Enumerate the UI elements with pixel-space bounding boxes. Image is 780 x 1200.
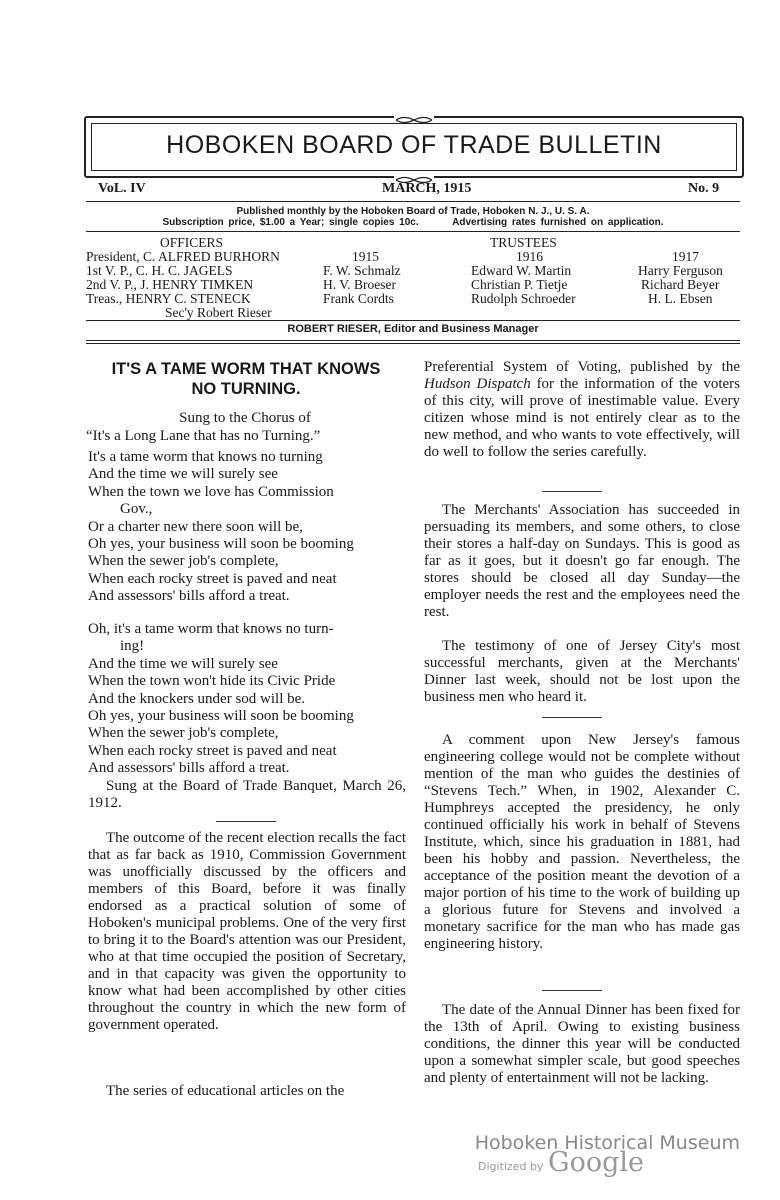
testimony-paragraph: The testimony of one of Jersey City's most successful merchants, given at the Merchants' Dinner last week, should not be lost upon the business men who heard it. bbox=[424, 638, 740, 705]
trustee-name: Rudolph Schroeder bbox=[471, 291, 576, 306]
series-paragraph: The series of educational articles on the bbox=[106, 1083, 345, 1099]
volume: VoL. IV bbox=[98, 181, 146, 196]
verse-1: It's a tame worm that knows no turning And the time we will surely see When the town we love has Commission Gov., Or a charter new there soon will be, Oh yes, your business will soon be booming When the sewer job's complete, When each rocky street is paved and neat And assessors' bills afford a treat. bbox=[88, 449, 354, 605]
preferential-paragraph: Preferential System of Voting, published by the Hudson Dispatch for the information of the voters of this city, will prove of inestimable value. Every citizen whose mind is not entirely clear as to the new method, and who wants to vote effectively, will do well to follow the series carefully. bbox=[424, 359, 740, 460]
officer-line: President, C. ALFRED BURHORN bbox=[86, 249, 280, 264]
issue-number: No. 9 bbox=[688, 181, 720, 196]
trustee-name: Richard Beyer bbox=[641, 277, 720, 292]
dinner-paragraph: The date of the Annual Dinner has been fixed for the 13th of April. Owing to existing business conditions, the dinner this year will be conducted upon a somewhat simpler scale, but good speeches and plenty of entertainment will not be lacking. bbox=[424, 1002, 740, 1086]
trustee-name: Edward W. Martin bbox=[471, 263, 572, 278]
subscription-line: Subscription price, $1.00 a Year; single copies 10c. Advertising rates furnished on application. bbox=[162, 217, 664, 228]
verse-2: Oh, it's a tame worm that knows no turn- ing! And the time we will surely see When the town won't hide its Civic Pride And the knockers under sod will be. Oh yes, your business will soon be booming When the sewer job's complete, When each rocky street is paved and neat And assessors' bills afford a treat. bbox=[88, 621, 354, 777]
trustees-heading: TRUSTEES bbox=[490, 235, 557, 250]
trustee-name: H. V. Broeser bbox=[323, 277, 396, 292]
merchants-paragraph: The Merchants' Association has succeeded in persuading its members, and some others, to close their stores a half-day on Sundays. This is good as far as it goes, but it doesn't go far enough. The stores should be closed all day Sunday—the employer needs the rest and the employees need the rest. bbox=[424, 502, 740, 620]
officer-line: 2nd V. P., J. HENRY TIMKEN bbox=[86, 277, 254, 292]
officer-line: 1st V. P., C. H. C. JAGELS bbox=[86, 263, 233, 278]
trustee-name: Christian P. Tietje bbox=[471, 277, 568, 292]
trustee-year: 1916 bbox=[516, 249, 543, 264]
secretary-line: Sec'y Robert Rieser bbox=[165, 305, 272, 320]
sung-note: Sung to the Chorus of “It's a Long Lane that has no Turning.” bbox=[86, 410, 321, 444]
trustee-name: H. L. Ebsen bbox=[648, 291, 713, 306]
digitized-label: Digitized by bbox=[478, 1160, 544, 1173]
bulletin-title: HOBOKEN BOARD OF TRADE BULLETIN bbox=[166, 131, 662, 159]
officers-heading: OFFICERS bbox=[160, 235, 224, 250]
trustee-year: 1915 bbox=[352, 249, 379, 264]
election-paragraph: The outcome of the recent election recalls the fact that as far back as 1910, Commission Government was unofficially discussed by the officers and members of this Board, before it was finally endorsed as a practical solution of some of Hoboken's municipal problems. One of the very first to bring it to the Board's attention was our President, who at that time occupied the position of Secretary, and in that capacity was given the opportunity to know what had been accomplished by other cities throughout the country in which the new form of government operated. bbox=[88, 830, 406, 1033]
trustee-name: Harry Ferguson bbox=[638, 263, 723, 278]
google-logo: Google bbox=[548, 1147, 644, 1178]
headline: IT'S A TAME WORM THAT KNOWS NO TURNING. bbox=[111, 360, 381, 398]
humphreys-paragraph: A comment upon New Jersey's famous engineering college would not be complete without mention of the man who guides the destinies of “Stevens Tech.” When, in 1902, Alexander C. Humphreys accepted the presidency, he only continued officially his work in behalf of Stevens Institute, which, since his graduation in 1881, had been his hobby and passion. Nevertheless, the acceptance of the position meant the devotion of a major portion of his time to the work of building up a glorious future for Stevens and involved a monetary sacrifice for the man who has made gas engineering history. bbox=[424, 732, 740, 952]
editor-line: ROBERT RIESER, Editor and Business Manager bbox=[287, 323, 539, 335]
trustee-year: 1917 bbox=[672, 249, 699, 264]
museum-watermark: Hoboken Historical Museum bbox=[474, 1132, 740, 1154]
masthead-frame bbox=[84, 116, 744, 178]
ornament-icon bbox=[394, 112, 434, 122]
trustee-name: F. W. Schmalz bbox=[323, 263, 401, 278]
officer-line: Treas., HENRY C. STENECK bbox=[86, 291, 251, 306]
published-line: Published monthly by the Hoboken Board of Trade, Hoboken N. J., U. S. A. bbox=[236, 206, 590, 217]
banquet-note: Sung at the Board of Trade Banquet, March 26, 1912. bbox=[88, 778, 406, 811]
trustee-name: Frank Cordts bbox=[323, 291, 394, 306]
issue-date: MARCH, 1915 bbox=[382, 181, 472, 196]
